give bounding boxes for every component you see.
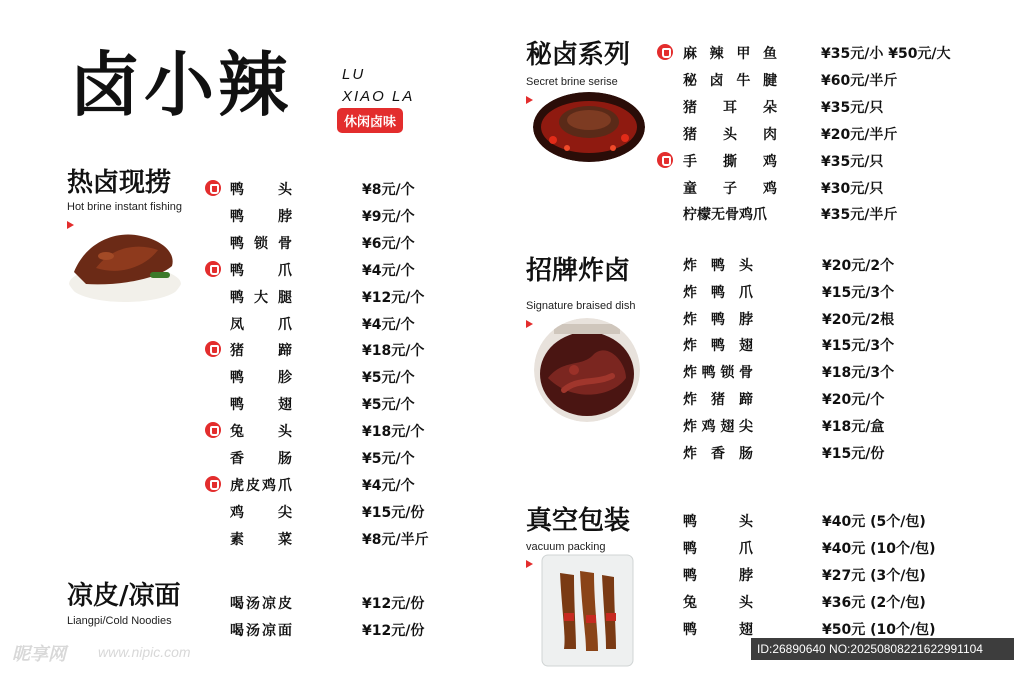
brand-latin-line-2: XIAO LA	[342, 88, 415, 105]
menu-item-price: ¥5元/个	[362, 397, 415, 414]
menu-item-row	[683, 335, 982, 362]
menu-item-name: 猪 蹄	[230, 343, 292, 360]
menu-item-name: 猪 头 肉	[683, 126, 777, 143]
menu-item-row	[683, 538, 982, 565]
menu-item-price: ¥35元/只	[821, 153, 884, 170]
menu-item-row	[683, 565, 982, 592]
menu-item-name: 手 撕 鸡	[683, 153, 777, 170]
menu-item-price: ¥4元/个	[362, 316, 415, 333]
menu-item-row	[683, 389, 982, 416]
menu-item-price: ¥60元/半斤	[821, 72, 898, 89]
menu-item-name: 鸭 脖	[230, 208, 292, 225]
menu-item-row	[230, 233, 522, 260]
menu-item-row	[230, 179, 522, 206]
menu-item-price: ¥12元/份	[362, 623, 425, 639]
vacuum-pack-photo	[540, 553, 635, 668]
menu-item-row	[683, 255, 982, 282]
menu-item-name: 炸 香 肠	[683, 445, 753, 462]
menu-item-name: 鸭 脖	[683, 568, 753, 584]
hot-recommend-icon	[205, 261, 221, 277]
menu-item-name: 鸭 锁 骨	[230, 235, 292, 252]
image-id-bar: ID:26890640 NO:20250808221622991104	[751, 638, 1014, 660]
arrow-icon	[526, 560, 533, 568]
menu-item-name: 炸 猪 蹄	[683, 392, 753, 408]
menu-item-name: 猪 耳 朵	[683, 99, 777, 116]
menu-item-price: ¥20元/半斤	[821, 126, 898, 143]
menu-item-price: ¥12元/个	[362, 289, 425, 306]
menu-item-name: 童 子 鸡	[683, 180, 777, 197]
menu-item-price: ¥18元/个	[362, 343, 425, 360]
menu-item-row	[683, 511, 982, 538]
menu-item-price: ¥8元/半斤	[362, 531, 429, 548]
hot-recommend-icon	[205, 476, 221, 492]
menu-item-row	[683, 416, 982, 443]
menu-item-price: ¥18元/3个	[822, 365, 895, 382]
menu-item-price: ¥27元 (3个/包)	[822, 568, 926, 584]
menu-item-price: ¥6元/个	[362, 235, 415, 252]
menu-item-row	[683, 592, 982, 619]
menu-item-row	[230, 394, 522, 421]
menu-item-row	[683, 178, 981, 205]
menu-item-row	[683, 70, 981, 97]
menu-item-price: ¥15元/3个	[822, 338, 895, 355]
menu-item-price: ¥50元 (10个/包)	[822, 622, 936, 638]
arrow-icon	[526, 320, 533, 328]
menu-item-price: ¥20元/个	[822, 392, 885, 408]
watermark-url: www.nipic.com	[98, 644, 191, 660]
menu-item-price: ¥15元/3个	[822, 284, 895, 301]
menu-item-row	[683, 282, 982, 309]
arrow-icon	[526, 96, 533, 104]
menu-item-name: 鸭 大 腿	[230, 289, 292, 306]
menu-item-name: 喝 汤 凉 面	[230, 623, 292, 639]
fried-braised-photo	[534, 318, 640, 422]
menu-item-name: 鸭 胗	[230, 370, 292, 387]
menu-item-row	[683, 124, 981, 151]
braised-duck-photo	[66, 222, 184, 306]
menu-item-name: 兔 头	[230, 424, 292, 441]
menu-item-name: 喝 汤 凉 皮	[230, 596, 292, 612]
menu-item-row	[230, 620, 522, 647]
menu-item-name: 炸 鸭 翅	[683, 338, 753, 355]
menu-item-row	[230, 475, 522, 502]
menu-item-row	[683, 204, 981, 231]
menu-item-price: ¥35元/只	[821, 99, 884, 116]
menu-item-name: 凤 爪	[230, 316, 292, 333]
menu-item-name: 炸 鸭 锁 骨	[683, 365, 753, 382]
menu-item-row	[230, 314, 522, 341]
watermark-brand: 昵享网	[12, 644, 66, 665]
menu-item-row	[683, 619, 982, 646]
menu-item-row	[230, 529, 522, 556]
section-subtitle-vacuum: vacuum packing	[526, 541, 606, 553]
menu-item-row	[230, 421, 522, 448]
menu-item-price: ¥12元/份	[362, 596, 425, 612]
hot-recommend-icon	[205, 341, 221, 357]
section-title-vacuum: 真空包装	[526, 506, 631, 536]
menu-item-price: ¥35元/半斤	[821, 207, 898, 224]
menu-item-name: 秘 卤 牛 腱	[683, 72, 777, 89]
menu-item-row	[230, 448, 522, 475]
arrow-icon	[67, 221, 74, 229]
menu-item-row	[683, 309, 982, 336]
menu-item-price: ¥15元/份	[822, 445, 885, 462]
menu-item-price: ¥20元/2根	[822, 311, 895, 328]
menu-item-row	[683, 151, 981, 178]
section-title-fried: 招牌炸卤	[526, 256, 631, 286]
menu-item-name: 鸭 翅	[230, 397, 292, 414]
menu-item-row	[230, 287, 522, 314]
menu-item-name: 香 肠	[230, 451, 292, 467]
hot-recommend-icon	[205, 180, 221, 196]
section-subtitle-hot: Hot brine instant fishing	[67, 201, 182, 213]
menu-item-price: ¥30元/只	[821, 180, 884, 197]
section-title-secret: 秘卤系列	[526, 40, 631, 70]
menu-item-price: ¥9元/个	[362, 208, 415, 225]
menu-item-row	[683, 362, 982, 389]
menu-item-price: ¥5元/个	[362, 451, 415, 467]
hot-recommend-icon	[657, 44, 673, 60]
menu-item-row	[683, 443, 982, 470]
menu-item-price: ¥15元/份	[362, 504, 425, 521]
menu-item-name: 鸭 头	[683, 514, 753, 530]
menu-item-price: ¥36元 (2个/包)	[822, 595, 926, 611]
menu-item-name: 鸭 翅	[683, 622, 753, 638]
menu-item-row	[683, 43, 981, 70]
menu-item-row	[230, 593, 522, 620]
section-title-cold: 凉皮/凉面	[67, 581, 181, 611]
menu-item-name: 炸 鸭 脖	[683, 311, 753, 328]
menu-item-name: 素 菜	[230, 531, 292, 548]
menu-item-name: 鸭 头	[230, 182, 292, 198]
menu-item-price: ¥40元 (5个/包)	[822, 514, 926, 530]
menu-item-row	[230, 260, 522, 287]
menu-item-name: 麻 辣 甲 鱼	[683, 46, 777, 62]
menu-item-price: ¥5元/个	[362, 370, 415, 387]
menu-item-row	[230, 206, 522, 233]
secret-brine-photo	[533, 92, 645, 162]
menu-item-name: 炸 鸭 爪	[683, 284, 753, 301]
menu-item-price: ¥40元 (10个/包)	[822, 541, 936, 557]
section-subtitle-cold: Liangpi/Cold Noodies	[67, 615, 172, 627]
menu-item-name: 鸭 爪	[683, 541, 753, 557]
brand-tag: 休闲卤味	[337, 108, 403, 133]
section-subtitle-secret: Secret brine serise	[526, 76, 618, 88]
section-title-hot: 热卤现捞	[67, 168, 172, 198]
menu-item-price: ¥35元/小 ¥50元/大	[821, 46, 951, 62]
menu-item-name: 虎 皮 鸡 爪	[230, 477, 292, 494]
brand-latin-line-1: LU	[342, 66, 366, 83]
menu-item-price: ¥20元/2个	[822, 258, 895, 274]
menu-item-row	[230, 340, 522, 367]
menu-item-name: 炸 鸡 翅 尖	[683, 418, 753, 435]
menu-item-name: 兔 头	[683, 595, 753, 611]
hot-recommend-icon	[205, 422, 221, 438]
menu-item-name: 柠檬无骨鸡爪	[683, 207, 767, 224]
menu-item-price: ¥4元/个	[362, 477, 415, 494]
menu-item-price: ¥8元/个	[362, 182, 415, 198]
menu-item-price: ¥18元/个	[362, 424, 425, 441]
menu-item-row	[230, 367, 522, 394]
menu-item-price: ¥4元/个	[362, 262, 415, 279]
section-subtitle-fried: Signature braised dish	[526, 300, 636, 312]
menu-item-name: 鸡 尖	[230, 504, 292, 521]
menu-item-name: 鸭 爪	[230, 262, 292, 279]
menu-item-price: ¥18元/盒	[822, 418, 885, 435]
brand-logo-title: 卤小辣	[70, 44, 292, 126]
menu-item-name: 炸 鸭 头	[683, 258, 753, 274]
hot-recommend-icon	[657, 152, 673, 168]
menu-item-row	[683, 97, 981, 124]
menu-item-row	[230, 502, 522, 529]
